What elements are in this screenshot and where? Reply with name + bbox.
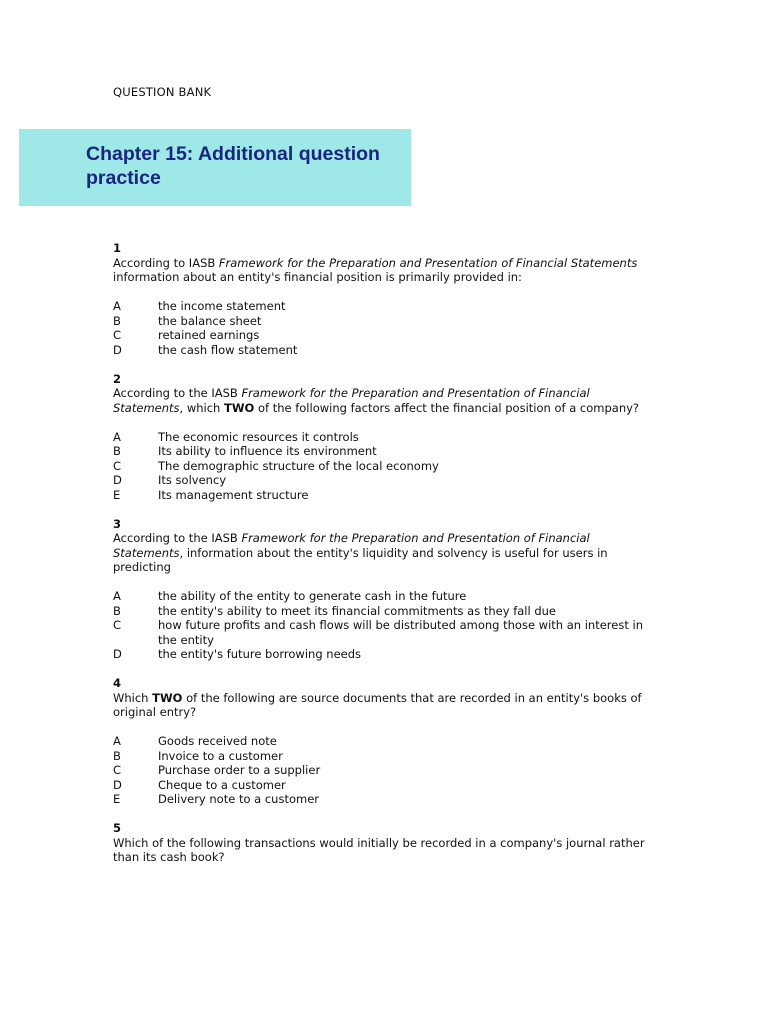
option-letter: E xyxy=(113,487,121,502)
option-letter: A xyxy=(113,589,121,603)
question-block xyxy=(113,517,658,662)
option-text: the ability of the entity to generate cash in the future xyxy=(158,589,467,603)
option-letter: D xyxy=(113,777,122,792)
stem-italic-text: Framework for the Preparation and Presentation of Financial Statements xyxy=(113,386,590,415)
option-letter: A xyxy=(113,299,121,313)
question-list xyxy=(113,241,658,879)
question-stem xyxy=(113,836,658,865)
option-text: Its ability to influence its environment xyxy=(158,444,377,458)
stem-bold-text: TWO xyxy=(152,690,183,705)
question-number: 2 xyxy=(113,371,122,386)
option-row xyxy=(113,488,658,503)
option-letter: C xyxy=(113,763,122,777)
question-block xyxy=(113,241,658,357)
stem-after-text: of the following are source documents that are recorded in an entity's books of original entry? xyxy=(113,690,642,719)
stem-before-text: According to the IASB xyxy=(113,531,242,545)
option-row xyxy=(113,763,658,778)
option-list xyxy=(113,299,658,357)
stem-after-text: information about an entity's financial position is primarily provided in: xyxy=(113,270,522,284)
option-row xyxy=(113,734,658,749)
question-number: 3 xyxy=(113,516,122,531)
option-letter: B xyxy=(113,748,121,763)
question-number: 5 xyxy=(113,821,122,835)
option-letter: C xyxy=(113,328,122,342)
header-label: QUESTION BANK xyxy=(113,85,212,99)
option-row xyxy=(113,430,658,445)
option-list xyxy=(113,589,658,662)
option-letter: B xyxy=(113,603,121,618)
option-row xyxy=(113,604,658,619)
stem-mid-text: , which xyxy=(179,400,224,415)
question-block xyxy=(113,372,658,503)
question-number: 4 xyxy=(113,676,122,690)
option-text: the entity's future borrowing needs xyxy=(158,647,362,661)
option-row xyxy=(113,343,658,358)
option-letter: D xyxy=(113,342,122,357)
chapter-title: Chapter 15: Additional question practice xyxy=(86,143,380,189)
option-row xyxy=(113,589,658,604)
option-letter: E xyxy=(113,792,121,806)
question-block xyxy=(113,821,658,865)
option-text: Its solvency xyxy=(158,473,227,487)
option-row xyxy=(113,792,658,807)
stem-after-text: of the following factors affect the financial position of a company? xyxy=(254,400,640,415)
option-text: Its management structure xyxy=(158,487,309,502)
option-letter: B xyxy=(113,444,121,458)
option-text: Delivery note to a customer xyxy=(158,792,320,806)
option-text: The demographic structure of the local economy xyxy=(158,458,439,473)
option-letter: B xyxy=(113,313,121,328)
option-text: Invoice to a customer xyxy=(158,748,283,763)
option-row xyxy=(113,618,658,647)
stem-italic-text: Framework for the Preparation and Presentation of Financial Statements xyxy=(113,531,590,560)
question-stem xyxy=(113,386,658,415)
option-text: the balance sheet xyxy=(158,313,262,328)
stem-before-text: According to IASB xyxy=(113,255,219,270)
stem-before-text: Which xyxy=(113,690,153,705)
option-list xyxy=(113,430,658,503)
option-letter: D xyxy=(113,473,122,487)
option-row xyxy=(113,647,658,662)
option-text: Goods received note xyxy=(158,734,277,748)
option-text: retained earnings xyxy=(158,328,260,342)
option-text: The economic resources it controls xyxy=(158,429,359,444)
question-stem xyxy=(113,256,658,285)
option-text: the entity's ability to meet its financial commitments as they fall due xyxy=(158,603,556,618)
question-number: 1 xyxy=(113,241,122,255)
option-text: Cheque to a customer xyxy=(158,777,286,792)
option-letter: A xyxy=(113,429,121,444)
stem-bold-text: TWO xyxy=(223,400,255,415)
option-row xyxy=(113,444,658,459)
option-letter: C xyxy=(113,618,122,632)
option-list xyxy=(113,734,658,807)
question-block xyxy=(113,676,658,807)
option-text: Purchase order to a supplier xyxy=(158,763,321,777)
stem-before-text: Which of the following transactions would initially be recorded in a company's journal rather than its cash book? xyxy=(113,835,645,864)
option-text: the cash flow statement xyxy=(158,342,298,357)
stem-after-text: , information about the entity's liquidity and solvency is useful for users in predicting xyxy=(113,545,608,574)
option-letter: D xyxy=(113,647,122,661)
option-row xyxy=(113,778,658,793)
option-text: the income statement xyxy=(158,299,286,313)
option-text: how future profits and cash flows will be distributed among those with an interest in the entity xyxy=(158,618,643,647)
option-row xyxy=(113,299,658,314)
question-stem xyxy=(113,531,658,575)
chapter-band xyxy=(19,129,411,206)
option-letter: A xyxy=(113,734,121,748)
question-stem xyxy=(113,691,658,720)
option-row xyxy=(113,473,658,488)
option-row xyxy=(113,314,658,329)
option-letter: C xyxy=(113,458,122,473)
stem-before-text: According to the IASB xyxy=(113,386,242,400)
option-row xyxy=(113,328,658,343)
option-row xyxy=(113,459,658,474)
option-row xyxy=(113,749,658,764)
stem-italic-text: Framework for the Preparation and Presentation of Financial Statements xyxy=(218,255,638,270)
